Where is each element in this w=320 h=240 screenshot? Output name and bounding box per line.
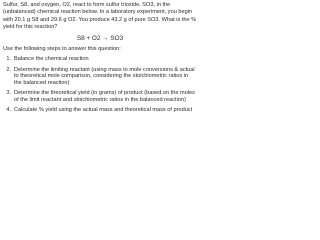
- step-text: Calculate % yield using the actual mass and theoretical mass of product: [14, 107, 193, 114]
- step-number: 4.: [6, 107, 11, 114]
- chemical-equation: S8 + O2 → SO3: [76, 35, 124, 43]
- problem-statement: Sulfur, S8, and oxygen, O2, react to form sulfur trioxide, SO3, in the (unbalanced) chemical reaction below. In a laboratory experiment, you begin with 20.1 g S8 and 29.6 g O2. You produce 43.2 g of pure SO3. What is the % yield for this reaction?: [3, 2, 197, 30]
- steps-list: [3, 56, 197, 113]
- step-item: [3, 67, 197, 87]
- step-number: 3.: [6, 90, 11, 97]
- step-item: [3, 107, 197, 114]
- step-text: Balance the chemical reaction: [14, 56, 89, 63]
- step-item: [3, 56, 197, 63]
- step-number: 2.: [6, 66, 11, 73]
- step-number: 1.: [6, 56, 11, 63]
- step-text: Determine the theoretical yield (in grams) of product (based on the moles of the limit reactant and stoichiometric ratios in the balanced reaction): [14, 90, 195, 103]
- step-item: [3, 90, 197, 103]
- step-text: Determine the limiting reactant (using mass to mole conversions & actual to theoretical mole comparison, considering the stoichiometric ratios in the balanced reaction): [14, 66, 195, 87]
- instruction-text: Use the following steps to answer this question:: [3, 46, 121, 53]
- question-page: [0, 0, 200, 173]
